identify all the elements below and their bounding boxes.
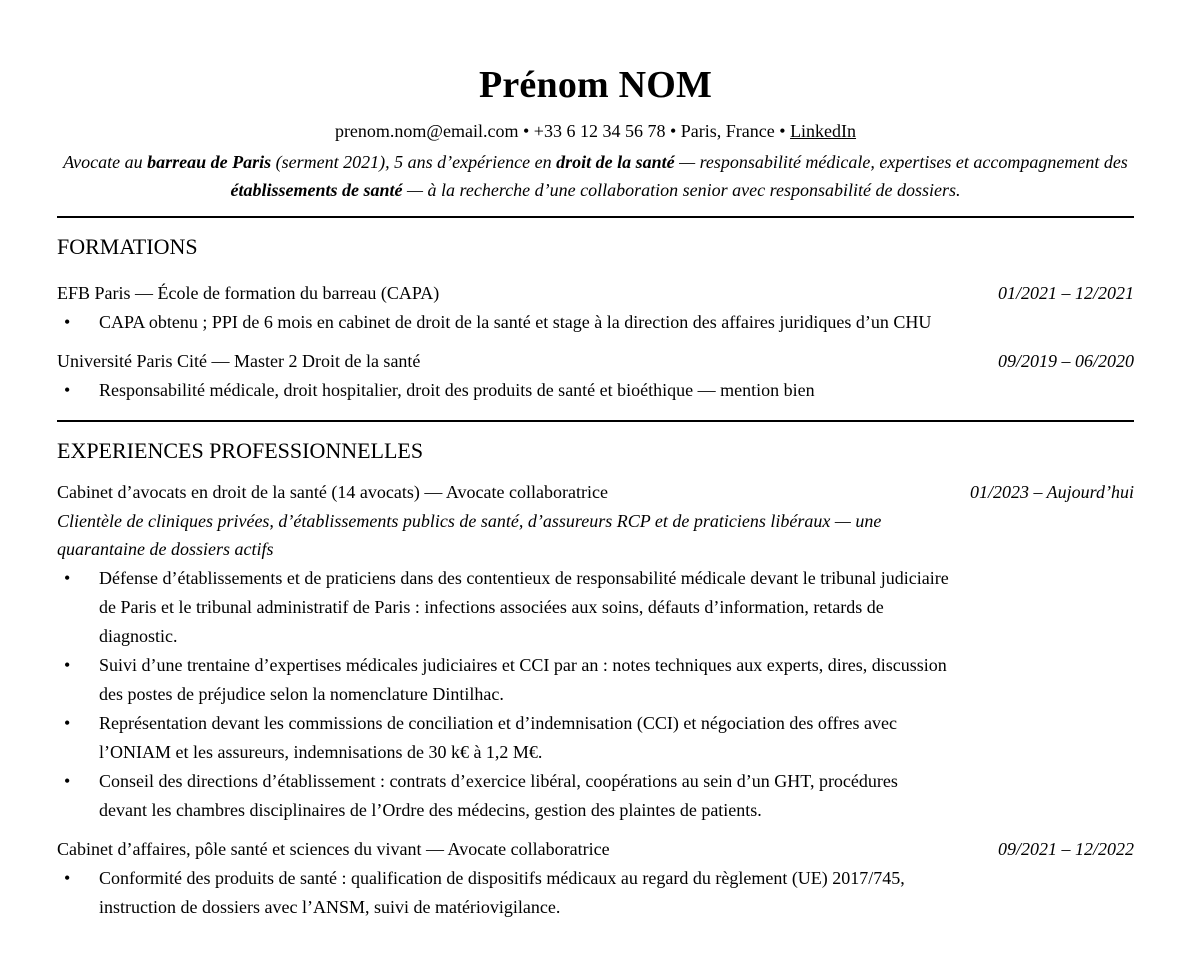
entry-bullets — [57, 376, 1134, 405]
entry-date: 09/2021 – 12/2022 — [997, 839, 1134, 859]
entry-title: Université Paris Cité — Master 2 Droit de la santé — [57, 351, 421, 371]
entry-title: EFB Paris — École de formation du barreau (CAPA) — [57, 283, 440, 303]
entry-date: 01/2023 – Aujourd’hui — [969, 482, 1134, 502]
summary-text: — responsabilité médicale, expertises et accompagnement des — [674, 152, 1128, 172]
entry-date: 01/2021 – 12/2021 — [997, 283, 1134, 303]
summary-text: Avocate au — [63, 152, 148, 172]
experience-entry — [57, 480, 1134, 825]
profile-summary — [57, 148, 1134, 204]
list-item: • Défense d’établissements et de praticiens dans des contentieux de responsabilité médicale devant le tribunal judiciaire de Paris et le tribunal administratif de Paris : infections associées aux soins, défauts d’information, retards de diagnostic. — [57, 564, 949, 651]
section-divider — [57, 420, 1134, 422]
separator: • — [774, 121, 791, 141]
resume-sheet — [57, 0, 1134, 922]
education-entry — [57, 281, 1134, 337]
section-title-experiences: EXPERIENCES PROFESSIONNELLES — [57, 438, 424, 463]
experiences-section — [57, 438, 1134, 922]
email-text: prenom.nom@email.com — [334, 121, 519, 141]
entry-subtitle: Clientèle de cliniques privées, d’établissements publics de santé, d’assureurs RCP et de praticiens libéraux — une quarantaine de dossiers actifs — [57, 511, 882, 559]
entry-header — [57, 837, 1134, 861]
location-text: Paris, France — [680, 121, 775, 141]
list-item: • CAPA obtenu ; PPI de 6 mois en cabinet de droit de la santé et stage à la direction des affaires juridiques d’un CHU — [57, 308, 989, 337]
entry-header — [57, 349, 1134, 373]
entry-bullets — [57, 864, 1134, 922]
list-item: • Responsabilité médicale, droit hospitalier, droit des produits de santé et bioéthique — mention bien — [57, 376, 989, 405]
summary-text: (serment 2021), 5 ans d’expérience en — [271, 152, 557, 172]
list-item: • Représentation devant les commissions de conciliation et d’indemnisation (CCI) et négociation des offres avec l’ONIAM et les assureurs, indemnisations de 30 k€ à 1,2 M€. — [57, 709, 949, 767]
summary-emphasis: droit de la santé — [556, 152, 675, 172]
entry-header — [57, 281, 1134, 305]
section-divider — [57, 216, 1134, 218]
entry-bullets — [57, 564, 1134, 825]
phone-text: +33 6 12 34 56 78 — [533, 121, 666, 141]
linkedin-link[interactable]: LinkedIn — [790, 121, 857, 141]
entry-bullets — [57, 308, 1134, 337]
separator: • — [665, 121, 681, 141]
formations-section — [57, 234, 1134, 405]
summary-text: — à la recherche d’une collaboration senior avec responsabilité de dossiers. — [402, 180, 961, 200]
summary-emphasis: barreau de Paris — [147, 152, 272, 172]
education-entry — [57, 349, 1134, 405]
entry-date: 09/2019 – 06/2020 — [997, 351, 1134, 371]
separator: • — [518, 121, 534, 141]
summary-emphasis: établissements de santé — [230, 180, 403, 200]
contact-line — [57, 120, 1134, 142]
list-item: • Conformité des produits de santé : qualification de dispositifs médicaux au regard du règlement (UE) 2017/745, instruction de dossiers avec l’ANSM, suivi de matériovigilance. — [57, 864, 949, 922]
entry-header — [57, 480, 1134, 504]
entry-title: Cabinet d’avocats en droit de la santé (14 avocats) — Avocate collaboratrice — [57, 482, 608, 502]
list-item: • Suivi d’une trentaine d’expertises médicales judiciaires et CCI par an : notes techniques aux experts, dires, discussion des postes de préjudice selon la nomenclature Dintilhac. — [57, 651, 949, 709]
candidate-name: Prénom NOM — [478, 64, 713, 106]
entry-title: Cabinet d’affaires, pôle santé et sciences du vivant — Avocate collaboratrice — [57, 839, 610, 859]
section-title-formations: FORMATIONS — [57, 234, 198, 259]
list-item: • Conseil des directions d’établissement : contrats d’exercice libéral, coopérations au sein d’un GHT, procédures devant les chambres disciplinaires de l’Ordre des médecins, gestion des plaintes de patients. — [57, 767, 949, 825]
experience-entry — [57, 837, 1134, 922]
